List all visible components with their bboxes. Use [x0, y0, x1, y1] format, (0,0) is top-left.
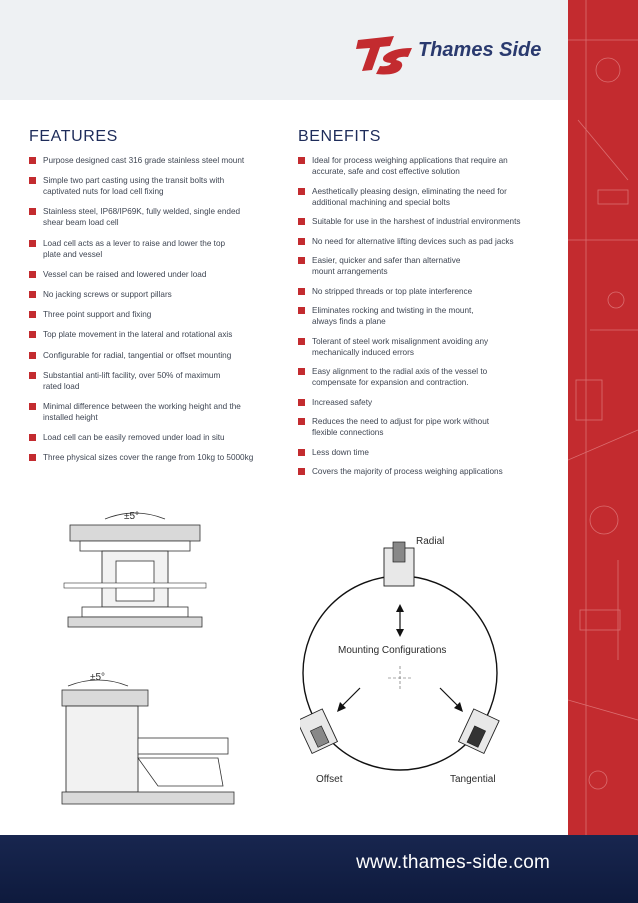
benefit-item-text: Less down time	[312, 447, 369, 457]
bullet-square-icon	[29, 372, 36, 379]
footer-bar	[0, 835, 638, 903]
tangential-label: Tangential	[450, 774, 496, 785]
bullet-square-icon	[29, 434, 36, 441]
benefit-item	[298, 155, 556, 177]
features-list	[29, 155, 283, 472]
feature-item	[29, 350, 283, 361]
angle-label-top: ±5°	[124, 511, 140, 522]
bullet-square-icon	[29, 311, 36, 318]
bullet-square-icon	[298, 188, 305, 195]
bullet-square-icon	[298, 338, 305, 345]
bullet-square-icon	[29, 240, 36, 247]
website-link[interactable]: www.thames-side.com	[356, 852, 550, 873]
bullet-square-icon	[298, 307, 305, 314]
feature-item-text: installed height	[43, 412, 98, 422]
bullet-square-icon	[29, 208, 36, 215]
bullet-square-icon	[298, 418, 305, 425]
mounting-configurations-diagram	[300, 528, 510, 790]
benefit-item-text: additional machining and special bolts	[312, 197, 450, 207]
bullet-square-icon	[298, 368, 305, 375]
feature-item	[29, 238, 283, 260]
feature-item-text: Three physical sizes cover the range from 10kg to 5000kg	[43, 453, 254, 463]
feature-item-text: Minimal difference between the working height and the	[43, 401, 241, 411]
feature-item	[29, 155, 283, 166]
decorative-side-strip	[568, 0, 638, 835]
bullet-square-icon	[298, 468, 305, 475]
benefit-item-text: compensate for expansion and contraction.	[312, 378, 469, 387]
bullet-square-icon	[29, 331, 36, 338]
benefit-item-text: Ideal for process weighing applications that require an	[312, 156, 508, 165]
feature-item-text: Configurable for radial, tangential or offset mounting	[43, 350, 232, 360]
benefit-item-text: No need for alternative lifting devices such as pad jacks	[312, 236, 514, 246]
benefit-item	[298, 397, 556, 408]
angle-label-bottom: ±5°	[90, 672, 106, 683]
feature-item	[29, 309, 283, 320]
offset-label: Offset	[316, 774, 343, 785]
bullet-square-icon	[29, 291, 36, 298]
brand-logo[interactable]	[354, 30, 554, 78]
benefit-item	[298, 447, 556, 458]
feature-item-text: Vessel can be raised and lowered under load	[43, 269, 207, 279]
radial-mount-icon	[384, 542, 414, 586]
feature-item	[29, 289, 283, 300]
feature-item	[29, 269, 283, 280]
benefit-item-text: flexible connections	[312, 428, 384, 437]
benefit-item	[298, 336, 556, 358]
benefit-item	[298, 466, 556, 477]
benefit-item-text: Tolerant of steel work misalignment avoiding any	[312, 336, 489, 346]
benefit-item-text: mechanically induced errors	[312, 347, 414, 357]
benefit-item-text: mount arrangements	[312, 267, 388, 276]
benefit-item	[298, 255, 556, 277]
bullet-square-icon	[298, 218, 305, 225]
bullet-square-icon	[29, 454, 36, 461]
benefit-item-text: Covers the majority of process weighing applications	[312, 467, 503, 476]
benefit-item-text: accurate, safe and cost effective solution	[312, 167, 460, 176]
feature-item-text: plate and vessel	[43, 249, 103, 259]
benefit-item-text: Reduces the need to adjust for pipe work without	[312, 417, 490, 426]
bullet-square-icon	[29, 157, 36, 164]
technical-drawing-pattern	[568, 0, 638, 835]
ts-logo-icon	[354, 30, 418, 78]
feature-item-text: Top plate movement in the lateral and rotational axis	[43, 330, 233, 340]
feature-item	[29, 370, 283, 392]
bullet-square-icon	[29, 177, 36, 184]
feature-item	[29, 432, 283, 443]
bullet-square-icon	[298, 288, 305, 295]
feature-item-text: Simple two part casting using the transit bolts with	[43, 176, 225, 186]
benefit-item-text: Increased safety	[312, 397, 373, 407]
benefit-item	[298, 286, 556, 297]
benefits-heading: BENEFITS	[298, 128, 382, 145]
benefit-item	[298, 366, 556, 388]
feature-item-text: Purpose designed cast 316 grade stainless steel mount	[43, 156, 245, 165]
bullet-square-icon	[29, 403, 36, 410]
feature-item-text: Substantial anti-lift facility, over 50% of maximum	[43, 370, 221, 380]
bullet-square-icon	[298, 238, 305, 245]
feature-item-text: rated load	[43, 381, 80, 391]
mount-side-diagram	[60, 505, 210, 630]
feature-item-text: Load cell acts as a lever to raise and lower the top	[43, 238, 226, 248]
benefit-item-text: always finds a plane	[312, 317, 386, 326]
mounting-configurations-label: Mounting Configurations	[338, 645, 447, 656]
feature-item-text: Stainless steel, IP68/IP69K, fully welded, single ended	[43, 207, 241, 217]
benefit-item	[298, 216, 556, 227]
benefit-item-text: Aesthetically pleasing design, eliminating the need for	[312, 186, 507, 196]
bullet-square-icon	[298, 399, 305, 406]
feature-item	[29, 329, 283, 340]
feature-item-text: captivated nuts for load cell fixing	[43, 187, 164, 197]
feature-item	[29, 452, 283, 463]
benefit-item-text: Easier, quicker and safer than alternative	[312, 256, 461, 265]
feature-item-text: shear beam load cell	[43, 218, 119, 228]
benefit-item	[298, 305, 556, 327]
benefit-item	[298, 236, 556, 247]
feature-item-text: No jacking screws or support pillars	[43, 289, 172, 299]
benefit-item	[298, 186, 556, 208]
benefits-list	[298, 155, 556, 486]
bullet-square-icon	[298, 449, 305, 456]
features-heading: FEATURES	[29, 128, 118, 145]
bullet-square-icon	[298, 157, 305, 164]
bullet-square-icon	[29, 352, 36, 359]
bullet-square-icon	[298, 257, 305, 264]
feature-item-text: Load cell can be easily removed under load in situ	[43, 433, 225, 443]
benefit-item-text: Eliminates rocking and twisting in the mount,	[312, 306, 474, 315]
benefit-item-text: No stripped threads or top plate interference	[312, 286, 473, 296]
brand-name: Thames Side	[418, 39, 542, 61]
feature-item	[29, 206, 283, 228]
benefit-item-text: Easy alignment to the radial axis of the vessel to	[312, 367, 488, 376]
bullet-square-icon	[29, 271, 36, 278]
benefit-item-text: Suitable for use in the harshest of industrial environments	[312, 217, 521, 226]
radial-label: Radial	[416, 536, 445, 547]
feature-item	[29, 401, 283, 423]
feature-item	[29, 175, 283, 197]
benefit-item	[298, 416, 556, 438]
mount-plan-diagram	[58, 668, 238, 808]
feature-item-text: Three point support and fixing	[43, 310, 152, 320]
